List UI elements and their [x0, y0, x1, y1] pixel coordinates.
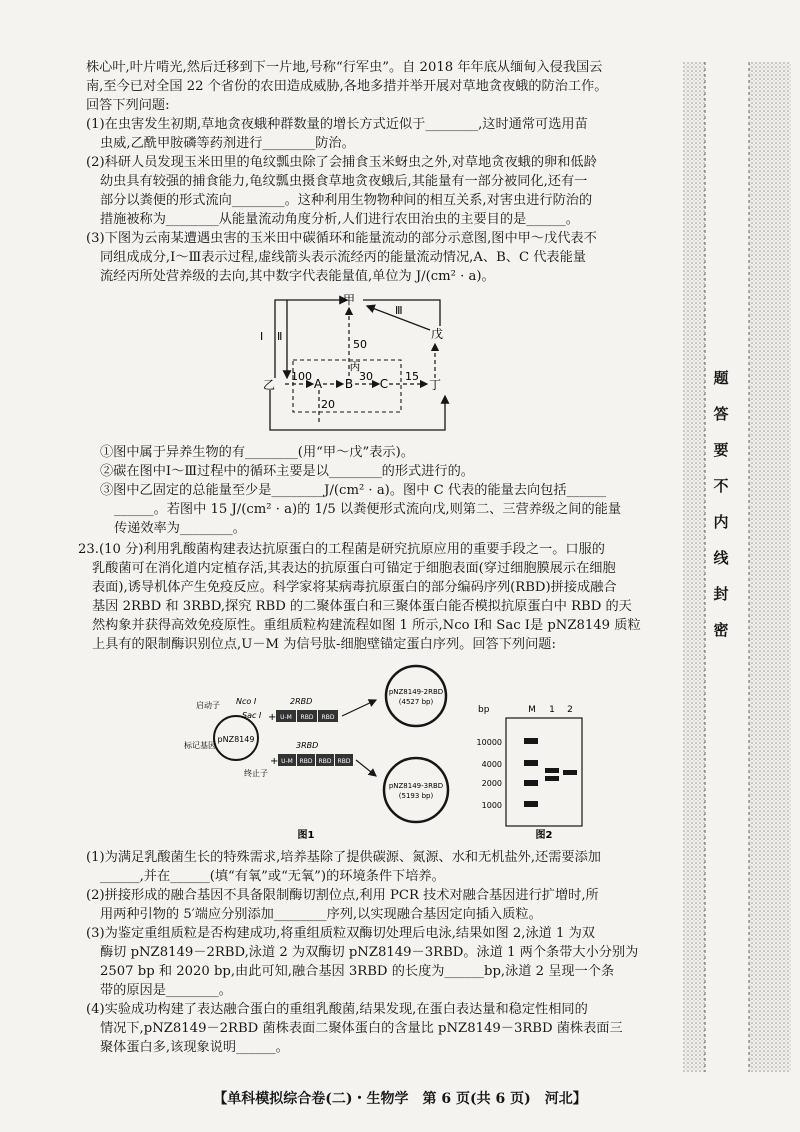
um-segment: U-M	[281, 758, 293, 765]
gel-band-marker	[524, 801, 538, 807]
value-50: 50	[353, 338, 367, 351]
text-line: ③图中乙固定的总能量至少是________J/(cm² · a)。图中 C 代表的能量去向包括______	[100, 483, 607, 498]
text-line: (1)为满足乳酸菌生长的特殊需求,培养基除了提供碳源、氮源、水和无机盐外,还需要添加	[86, 850, 601, 865]
node-jia: 甲	[342, 293, 356, 307]
question-23-parts	[86, 848, 674, 1057]
gene-2rbd-label: 2RBD	[290, 697, 313, 706]
text-line: 流经丙所处营养级的去向,其中数字代表能量值,单位为 J/(cm² · a)。	[100, 269, 495, 284]
plasmid-label: pNZ8149	[217, 735, 255, 744]
rbd-segment: RBD	[300, 714, 314, 721]
figure-1-caption: 图1	[297, 830, 315, 840]
carbon-cycle-diagram	[255, 290, 470, 440]
node-ding: 丁	[428, 378, 442, 392]
plasmid-3rbd-size: (5193 bp)	[398, 792, 434, 800]
text-line: (4)实验成功构建了表达融合蛋白的重组乳酸菌,结果发现,在蛋白表达量和稳定性相同的	[86, 1002, 588, 1017]
marker-gene-label: 标记基因	[184, 741, 216, 750]
rbd-segment: RBD	[299, 758, 313, 765]
figure-2-gel	[472, 700, 592, 840]
question-23	[78, 540, 674, 654]
gel-tick-2000: 2000	[481, 779, 502, 788]
text-line: 然构象并获得高效免疫原性。重组质粒构建流程如图 1 所示,Nco Ⅰ和 Sac Ⅰ是 pNZ8149 质粒	[92, 618, 641, 633]
svg-text:+: +	[270, 756, 279, 767]
um-segment: U-M	[280, 714, 292, 721]
process-1: Ⅰ	[260, 330, 264, 343]
value-30: 30	[359, 370, 373, 383]
text-line: (3)下图为云南某遭遇虫害的玉米田中碳循环和能量流动的部分示意图,图中甲～戊代表不	[86, 231, 597, 246]
gel-tick-10000: 10000	[476, 738, 502, 747]
lane-label-m: M	[528, 705, 536, 715]
text-line: 用两种引物的 5′端应分别添加________序列,以实现融合基因定向插入质粒。	[100, 907, 542, 922]
gel-band-marker	[524, 780, 538, 786]
gel-band-lane1	[545, 776, 559, 781]
lane-label-2: 2	[567, 705, 573, 715]
node-b: B	[344, 377, 354, 391]
gel-unit: bp	[478, 705, 490, 715]
question-22-continued	[86, 58, 674, 286]
text-line: ②碳在图中Ⅰ～Ⅲ过程中的循环主要是以________的形式进行的。	[100, 464, 474, 479]
rbd-segment: RBD	[318, 758, 332, 765]
node-bing: 丙	[349, 360, 361, 373]
text-line: 表面),诱导机体产生免疫反应。科学家将某病毒抗原蛋白的部分编码序列(RBD)拼接成融合	[92, 580, 617, 595]
process-2: Ⅱ	[277, 330, 283, 343]
terminator-label: 终止子	[244, 769, 268, 778]
question-22-sub3	[86, 443, 674, 538]
text-line: 回答下列问题:	[86, 98, 170, 113]
text-line: 2507 bp 和 2020 bp,由此可知,融合基因 3RBD 的长度为______bp,泳道 2 呈现一个条	[100, 964, 615, 979]
gel-tick-1000: 1000	[481, 801, 502, 810]
sac-site-label: Sac Ⅰ	[242, 711, 262, 720]
text-line: 23.(10 分)利用乳酸菌构建表达抗原蛋白的工程菌是研究抗原应用的重要手段之一。口服的	[78, 542, 605, 557]
text-line: 基因 2RBD 和 3RBD,探究 RBD 的二聚体蛋白和三聚体蛋白能否模拟抗原蛋白中 RBD 的天	[92, 599, 632, 614]
seal-char: 不	[713, 477, 729, 495]
text-line: 南,至今已对全国 22 个省份的农田造成威胁,各地多措并举开展对草地贪夜蛾的防治工作。	[86, 79, 608, 94]
text-line: ①图中属于异养生物的有________(用“甲～戊”表示)。	[100, 445, 414, 460]
value-20: 20	[321, 398, 335, 411]
page-footer: 【单科模拟综合卷(二)・生物学 第 6 页(共 6 页) 河北】	[213, 1091, 587, 1107]
seal-char: 内	[713, 513, 729, 531]
text-line: 株心叶,叶片啃光,然后迁移到下一片地,号称“行军虫”。自 2018 年年底从缅甸入侵我国云	[86, 60, 603, 75]
text-line: 部分以粪便的形式流向________。这种利用生物物种间的相互关系,对害虫进行防治的	[100, 193, 593, 208]
gel-band-marker	[524, 760, 538, 766]
text-line: (1)在虫害发生初期,草地贪夜蛾种群数量的增长方式近似于________,这时通常可选用苗	[86, 117, 588, 132]
figure-2-caption: 图2	[535, 830, 553, 840]
text-line: 虫威,乙酰甲胺磷等药剂进行________防治。	[100, 136, 355, 151]
rbd-segment: RBD	[337, 758, 351, 765]
promoter-label: 启动子	[196, 701, 220, 710]
node-yi: 乙	[262, 378, 276, 392]
text-line: ______。若图中 15 J/(cm² · a)的 1/5 以粪便形式流向戊,则第二、三营养级之间的能量	[114, 502, 622, 517]
gel-band-marker	[524, 738, 538, 744]
text-line: 措施被称为________从能量流动角度分析,人们进行农田治虫的主要目的是______。	[100, 212, 579, 227]
text-line: 传递效率为________。	[114, 521, 246, 536]
seal-char: 封	[713, 585, 729, 603]
lane-label-1: 1	[549, 705, 555, 715]
text-line: (3)为鉴定重组质粒是否构建成功,将重组质粒双酶切处理后电泳,结果如图 2,泳道 1 为双	[86, 926, 595, 941]
seal-char: 要	[713, 441, 729, 459]
rbd-segment: RBD	[321, 714, 335, 721]
gene-3rbd-label: 3RBD	[296, 741, 319, 750]
value-100: 100	[291, 370, 312, 383]
figure-1-plasmid-construction	[180, 660, 470, 840]
text-line: 情况下,pNZ8149－2RBD 菌株表面二聚体蛋白的含量比 pNZ8149－3RBD 菌株表面三	[100, 1021, 623, 1036]
text-line: (2)科研人员发现玉米田里的龟纹瓢虫除了会捕食玉米蚜虫之外,对草地贪夜蛾的卵和低龄	[86, 155, 597, 170]
text-line: ______,并在______(填“有氧”或“无氧”)的环境条件下培养。	[100, 869, 445, 884]
node-c: C	[379, 377, 389, 391]
seal-char: 线	[713, 549, 729, 567]
text-line: 上具有的限制酶识别位点,U－M 为信号肽-细胞壁锚定蛋白序列。回答下列问题:	[92, 637, 556, 652]
text-line: (2)拼接形成的融合基因不具备限制酶切割位点,利用 PCR 技术对融合基因进行扩增时,所	[86, 888, 599, 903]
text-line: 酶切 pNZ8149－2RBD,泳道 2 为双酶切 pNZ8149－3RBD。泳道 1 两个条带大小分别为	[100, 945, 639, 960]
gel-band-lane1	[545, 768, 559, 773]
seal-strip	[683, 62, 791, 1072]
seal-char: 题	[713, 369, 729, 387]
gel-band-lane2	[563, 770, 577, 775]
node-a: A	[313, 377, 323, 391]
seal-char: 答	[713, 405, 729, 423]
text-line: 同组成成分,Ⅰ～Ⅲ表示过程,虚线箭头表示流经丙的能量流动情况,A、B、C 代表能量	[100, 250, 586, 265]
plasmid-3rbd-label: pNZ8149-3RBD	[388, 782, 444, 790]
plasmid-2rbd-size: (4527 bp)	[398, 698, 434, 706]
text-line: 带的原因是________。	[100, 983, 232, 998]
process-3: Ⅲ	[395, 304, 403, 317]
plasmid-2rbd-label: pNZ8149-2RBD	[388, 688, 444, 696]
seal-line-notice	[711, 360, 731, 648]
nco-site-label: Nco Ⅰ	[236, 697, 257, 706]
svg-text:+: +	[268, 712, 277, 723]
value-15: 15	[405, 370, 419, 383]
node-wu: 戊	[430, 327, 444, 341]
gel-tick-4000: 4000	[481, 760, 502, 769]
text-line: 乳酸菌可在消化道内定植存活,其表达的抗原蛋白可锚定于细胞表面(穿过细胞膜展示在细胞	[92, 561, 616, 576]
text-line: 聚体蛋白多,该现象说明______。	[100, 1040, 289, 1055]
text-line: 幼虫具有较强的捕食能力,龟纹瓢虫摄食草地贪夜蛾后,其能量有一部分被同化,还有一	[100, 174, 588, 189]
seal-char: 密	[713, 621, 729, 639]
